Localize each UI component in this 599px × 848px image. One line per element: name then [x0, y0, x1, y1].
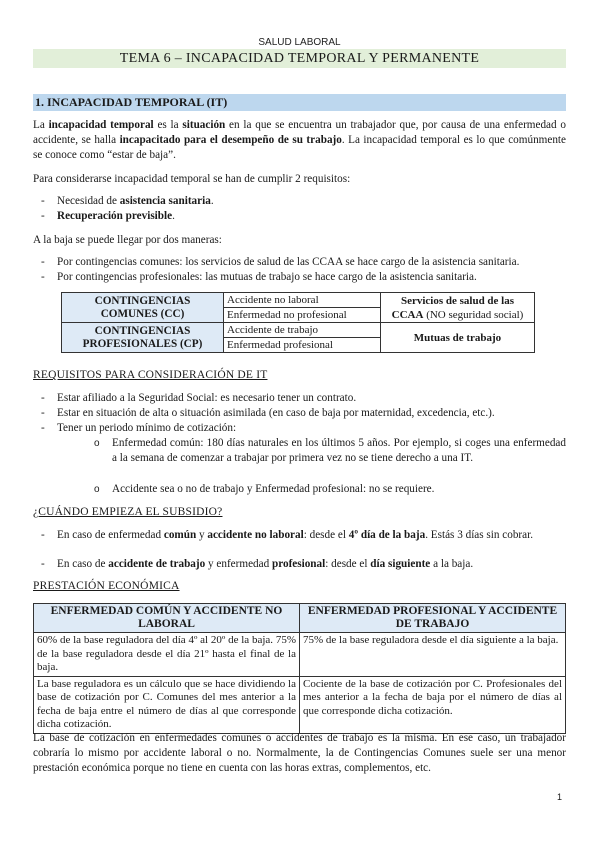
prestacion-heading: PRESTACIÓN ECONÓMICA	[33, 580, 180, 592]
table-cell: Cociente de la base de cotización por C. Profesionales del mes anterior a la fecha de baja por el número de días al que corresponde dicha cotización.	[300, 676, 566, 733]
subject-header: SALUD LABORAL	[258, 37, 341, 48]
table-cell: La base reguladora es un cálculo que se hace dividiendo la base de cotización por C. Comunes del mes anterior a la fecha de baja entre el número de días al que corresponde dicha cotización.	[34, 676, 300, 733]
subsidio-item: - En caso de accidente de trabajo y enfermedad profesional: desde el día siguiente a la baja.	[57, 557, 566, 572]
cp-item-cell: Accidente de trabajo	[224, 323, 381, 338]
requisito-item: - Tener un periodo mínimo de cotización:	[57, 421, 566, 436]
subsidio-item: - En caso de enfermedad común y accidente no laboral: desde el 4º día de la baja. Estás 3 días sin cobrar.	[57, 528, 566, 543]
contingencias-table	[61, 292, 535, 353]
col-header-profesional: ENFERMEDAD PROFESIONAL Y ACCIDENTE DE TRABAJO	[300, 604, 566, 633]
way-item: - Por contingencias profesionales: las mutuas de trabajo se hace cargo de la asistencia sanitaria.	[57, 270, 566, 285]
ways-intro: A la baja se puede llegar por dos maneras:	[33, 234, 222, 246]
requisito-item: - Estar en situación de alta o situación asimilada (en caso de baja por maternidad, excedencia, etc.).	[57, 406, 566, 421]
cc-label-cell: CONTINGENCIAS COMUNES (CC)	[62, 293, 224, 323]
cp-label-cell: CONTINGENCIAS PROFESIONALES (CP)	[62, 323, 224, 353]
cp-provider-cell: Mutuas de trabajo	[381, 323, 535, 353]
requisitos-heading: REQUISITOS PARA CONSIDERACIÓN DE IT	[33, 369, 268, 381]
table-cell: 75% de la base reguladora desde el día siguiente a la baja.	[300, 633, 566, 677]
intro-paragraph: La incapacidad temporal es la situación en la que se encuentra un trabajador que, por causa de una enfermedad o accidente, se halla incapacitado para el desempeño de su trabajo. La incapacidad temporal es lo que comúnmente se conoce como “estar de baja”.	[33, 119, 566, 161]
requisito-sub-item: o Accidente sea o no de trabajo y Enfermedad profesional: no se requiere.	[112, 482, 566, 497]
page-number: 1	[557, 792, 563, 802]
page-title: TEMA 6 – INCAPACIDAD TEMPORAL Y PERMANENTE	[33, 49, 566, 68]
closing-paragraph: La base de cotización en enfermedades comunes o accidentes de trabajo es la misma. En ese caso, un trabajador cobraría lo mismo por accidente laboral o no. Normalmente, la de Contingencias Comunes suele ser una menor prestación económica porque no tiene en cuenta con las horas extras, complementos, etc.	[33, 732, 566, 774]
cp-item-cell: Enfermedad profesional	[224, 338, 381, 353]
cc-item-cell: Accidente no laboral	[224, 293, 381, 308]
prestacion-table	[33, 603, 566, 734]
cc-item-cell: Enfermedad no profesional	[224, 308, 381, 323]
section-heading-text: 1. INCAPACIDAD TEMPORAL (IT)	[35, 95, 228, 109]
requirements-intro: Para considerarse incapacidad temporal se han de cumplir 2 requisitos:	[33, 173, 351, 185]
way-item: - Por contingencias comunes: los servicios de salud de las CCAA se hace cargo de la asistencia sanitaria.	[57, 255, 566, 270]
cc-provider-cell: Servicios de salud de las CCAA (NO seguridad social)	[381, 293, 535, 323]
requirement-item: - Necesidad de asistencia sanitaria.	[57, 194, 566, 209]
table-cell: 60% de la base reguladora del día 4º al 20º de la baja. 75% de la base reguladora desde el día 21º hasta el final de la baja.	[34, 633, 300, 677]
section-heading-it	[33, 94, 566, 111]
col-header-comun: ENFERMEDAD COMÚN Y ACCIDENTE NO LABORAL	[34, 604, 300, 633]
requisito-item: - Estar afiliado a la Seguridad Social: es necesario tener un contrato.	[57, 391, 566, 406]
requirement-item: - Recuperación previsible.	[57, 209, 566, 224]
requisito-sub-item: o Enfermedad común: 180 días naturales en los últimos 5 años. Por ejemplo, si coges una enfermedad a la semana de comenzar a trabajar por primera vez no se tiene derecho a una IT.	[112, 436, 566, 466]
subsidio-heading: ¿CUÁNDO EMPIEZA EL SUBSIDIO?	[33, 506, 223, 518]
